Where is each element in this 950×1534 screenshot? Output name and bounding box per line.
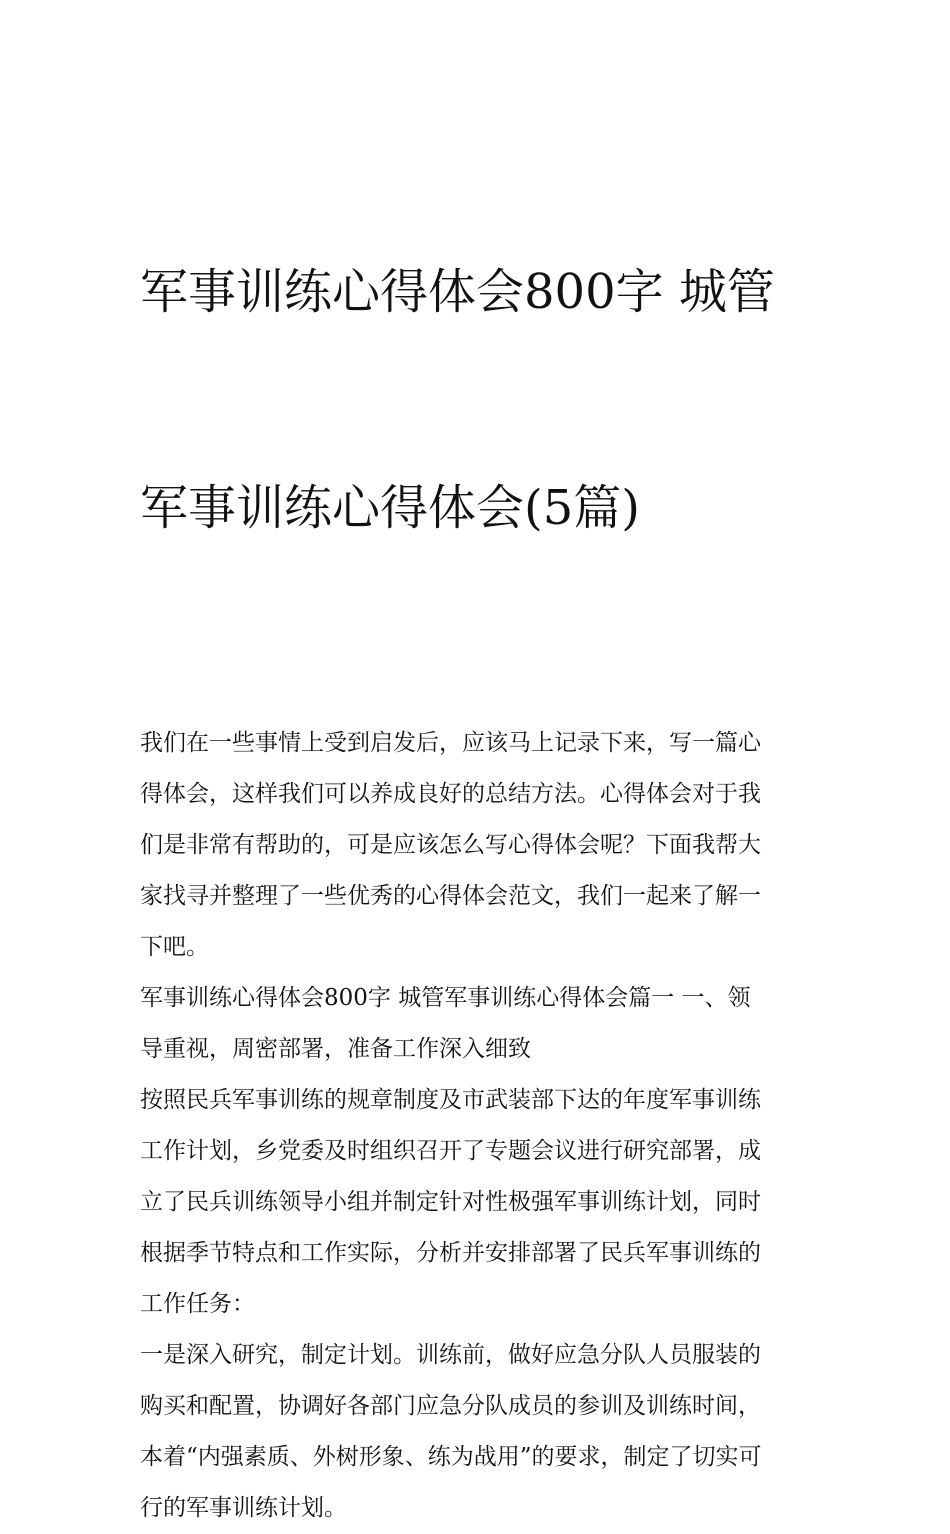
text-line: 我们在一些事情上受到启发后，应该马上记录下来，写一篇心 (140, 730, 761, 756)
text-line: 立了民兵训练领导小组并制定针对性极强军事训练计划，同时 (140, 1189, 761, 1215)
text-line: 下吧。 (140, 934, 209, 960)
title-line: 军事训练心得体会800字 城管 (140, 264, 775, 320)
paragraph-research (140, 1330, 812, 1534)
text-line: 根据季节特点和工作实际，分析并安排部署了民兵军事训练的 (140, 1240, 761, 1266)
paragraph-intro (140, 718, 812, 973)
text-line: 本着“内强素质、外树形象、练为战用”的要求，制定了切实可 (140, 1444, 762, 1470)
text-line: 一是深入研究，制定计划。训练前，做好应急分队人员服装的 (140, 1342, 761, 1368)
document-title (140, 112, 812, 688)
paragraph-section-heading (140, 973, 812, 1075)
document-content (140, 112, 812, 1534)
text-line: 导重视，周密部署，准备工作深入细致 (140, 1036, 531, 1062)
text-line: 家找寻并整理了一些优秀的心得体会范文，我们一起来了解一 (140, 883, 761, 909)
text-line: 购买和配置，协调好各部门应急分队成员的参训及训练时间， (140, 1393, 761, 1419)
paragraph-plan (140, 1075, 812, 1330)
title-line: 军事训练心得体会(5篇) (140, 480, 640, 536)
document-body (140, 718, 812, 1534)
text-line: 行的军事训练计划。 (140, 1495, 347, 1521)
text-line: 军事训练心得体会800字 城管军事训练心得体会篇一 一、领 (140, 985, 751, 1011)
text-line: 工作计划，乡党委及时组织召开了专题会议进行研究部署，成 (140, 1138, 761, 1164)
text-line: 工作任务： (140, 1291, 255, 1317)
text-line: 们是非常有帮助的，可是应该怎么写心得体会呢？下面我帮大 (140, 832, 761, 858)
text-line: 按照民兵军事训练的规章制度及市武装部下达的年度军事训练 (140, 1087, 761, 1113)
text-line: 得体会，这样我们可以养成良好的总结方法。心得体会对于我 (140, 781, 761, 807)
